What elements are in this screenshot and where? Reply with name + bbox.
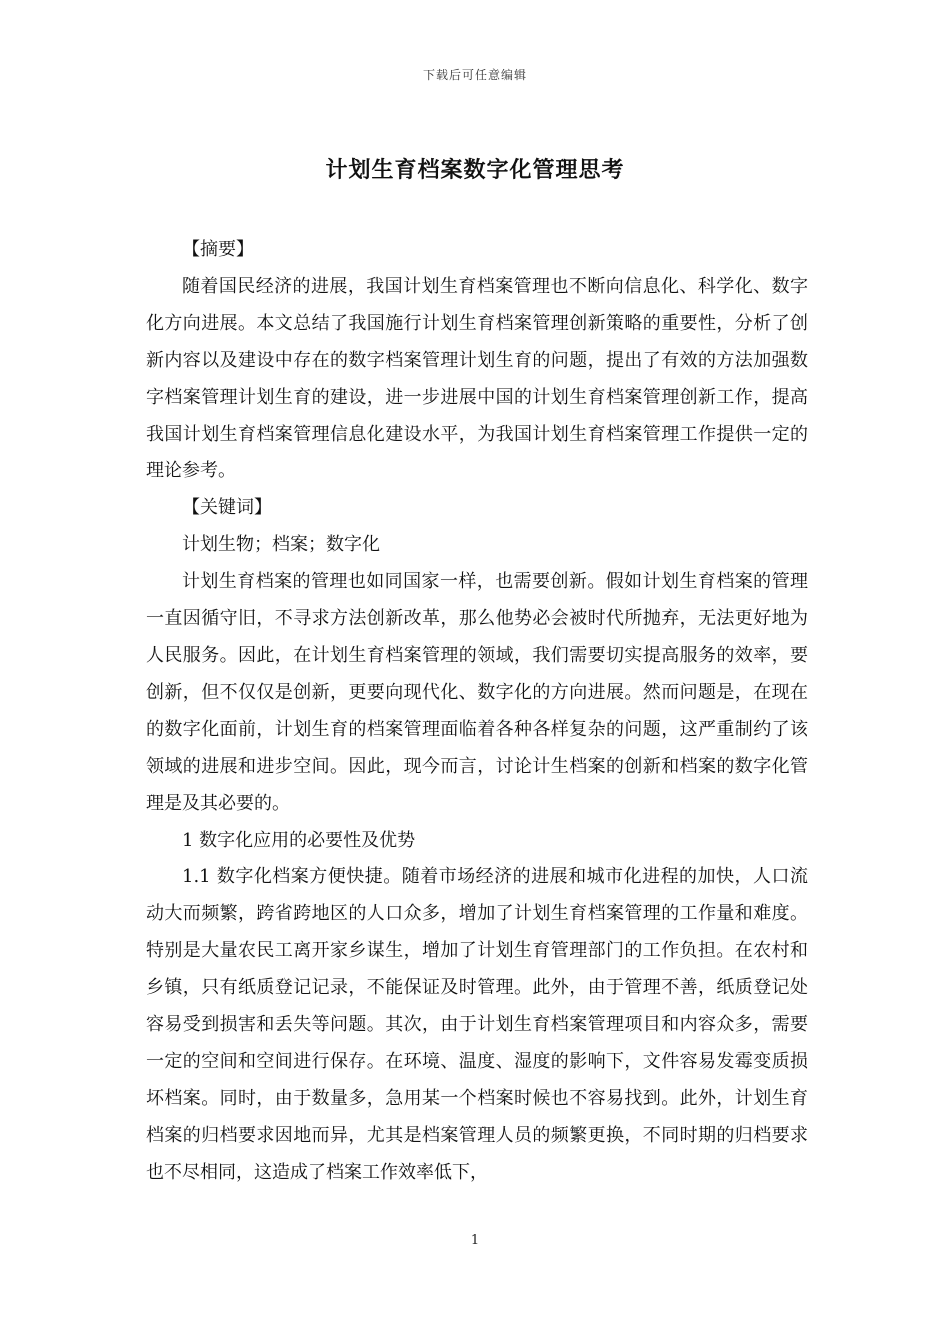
keywords-heading: 【关键词】 [182,497,272,519]
document-body [146,232,808,1192]
intro-paragraph: 计划生育档案的管理也如同国家一样，也需要创新。假如计划生育档案的管理一直因循守旧，不寻求方法创新改革，那么他势必会被时代所抛弃，无法更好地为人民服务。因此，在计划生育档案管理的领域，我们需要切实提高服务的效率，要创新，但不仅仅是创新，更要向现代化、数字化的方向进展。然而问题是，在现在的数字化面前，计划生育的档案管理面临着各种各样复杂的问题，这严重制约了该领域的进展和进步空间。因此，现今而言，讨论计生档案的创新和档案的数字化管理是及其必要的。 [146,571,808,814]
document-title: 计划生育档案数字化管理思考 [325,158,625,183]
page-number: 1 [470,1233,480,1248]
keywords-paragraph: 计划生物；档案；数字化 [182,534,380,556]
page-header-note: 下载后可任意编辑 [422,68,527,82]
abstract-paragraph: 随着国民经济的进展，我国计划生育档案管理也不断向信息化、科学化、数字化方向进展。本文总结了我国施行计划生育档案管理创新策略的重要性，分析了创新内容以及建设中存在的数字档案管理计划生育的问题，提出了有效的方法加强数字档案管理计划生育的建设，进一步进展中国的计划生育档案管理创新工作，提高我国计划生育档案管理信息化建设水平，为我国计划生育档案管理工作提供一定的理论参考。 [146,275,808,482]
section-1-heading: 1 数字化应用的必要性及优势 [182,829,416,851]
abstract-heading: 【摘要】 [182,239,254,260]
section-1-1-paragraph: 1.1 数字化档案方便快捷。随着市场经济的进展和城市化进程的加快，人口流动大而频繁，跨省跨地区的人口众多，增加了计划生育档案管理的工作量和难度。特别是大量农民工离开家乡谋生，增加了计划生育管理部门的工作负担。在农村和乡镇，只有纸质登记记录，不能保证及时管理。此外，由于管理不善，纸质登记处容易受到损害和丢失等问题。其次，由于计划生育档案管理项目和内容众多，需要一定的空间和空间进行保存。在环境、温度、湿度的影响下，文件容易发霉变质损坏档案。同时，由于数量多，急用某一个档案时候也不容易找到。此外，计划生育档案的归档要求因地而异，尤其是档案管理人员的频繁更换，不同时期的归档要求也不尽相同，这造成了档案工作效率低下， [146,866,808,1183]
